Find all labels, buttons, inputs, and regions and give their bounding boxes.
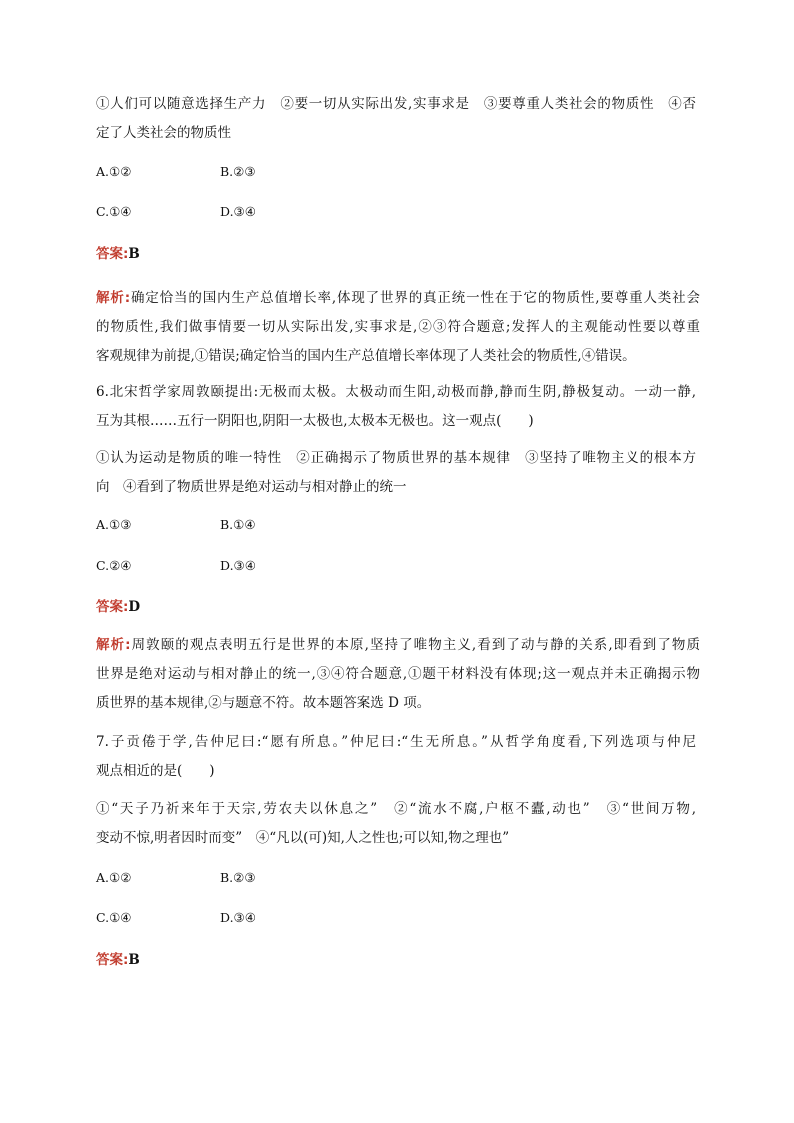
q7-stem-line: 7.子贡倦于学,告仲尼曰:“愿有所息。”仲尼曰:“生无所息。”从哲学角度看,下列选项与仲尼 [96,734,696,750]
q7-options-row-1 [96,868,696,888]
q6-statements [96,444,696,502]
q7-option-d: D.③④ [220,910,256,925]
q6-option-c: C.②④ [96,558,132,573]
q5-options-row-2 [96,202,696,222]
q6-option-b: B.①④ [220,517,256,532]
q6-stem-line: 互为其根……五行一阴阳也,阴阳一太极也,太极本无极也。这一观点( ) [96,413,534,429]
q6-statement-line: 向 ④看到了物质世界是绝对运动与相对静止的统一 [96,479,407,495]
q5-option-a: A.①② [96,164,132,179]
q5-statements [96,90,696,148]
answer-value: D [128,599,141,615]
q5-option-c: C.①④ [96,204,132,219]
q7-options-row-2 [96,908,696,928]
q7-stem-line: 观点相近的是( ) [96,763,215,779]
q6-options-row-1 [96,515,696,535]
answer-label: 答案: [96,246,129,262]
q6-answer [96,597,140,617]
q6-statement-line: ①认为运动是物质的唯一特性 ②正确揭示了物质世界的基本规律 ③坚持了唯物主义的根本方 [96,450,696,466]
analysis-line: 世界是绝对运动与相对静止的统一,③④符合题意,①题干材料没有体现;这一观点并未正确揭示物 [96,666,700,682]
analysis-text: 周敦颐的观点表明五行是世界的本原,坚持了唯物主义,看到了动与静的关系,即看到了物质 [130,637,700,653]
q5-option-d: D.③④ [220,204,256,219]
q6-option-a: A.①③ [96,517,132,532]
q6-stem-line: 6.北宋哲学家周敦颐提出:无极而太极。太极动而生阳,动极而静,静而生阴,静极复动。一动一静, [96,384,696,400]
q7-answer [96,950,140,970]
q6-options-row-2 [96,556,696,576]
q6-analysis [96,631,700,718]
answer-value: B [128,246,140,262]
q7-stem [96,728,696,786]
q6-option-d: D.③④ [220,558,256,573]
q7-option-c: C.①④ [96,910,132,925]
analysis-label: 解析: [96,637,131,653]
q7-option-a: A.①② [96,870,132,885]
analysis-line: 质世界的基本规律,②与题意不符。故本题答案选 D 项。 [96,695,431,711]
q7-option-b: B.②③ [220,870,256,885]
analysis-line: 客观规律为前提,①错误;确定恰当的国内生产总值增长率体现了人类社会的物质性,④错误。 [96,348,636,364]
analysis-line: 的物质性,我们做事情要一切从实际出发,实事求是,②③符合题意;发挥人的主观能动性要以尊重 [96,319,700,335]
q7-statements [96,795,696,853]
q7-statement-line: 变动不惊,明者因时而变” ④“凡以(可)知,人之性也;可以知,物之理也” [96,830,510,846]
analysis-text: 确定恰当的国内生产总值增长率,体现了世界的真正统一性在于它的物质性,要尊重人类社会 [130,290,700,306]
q5-analysis [96,284,700,371]
q5-option-b: B.②③ [220,164,256,179]
answer-label: 答案: [96,599,129,615]
answer-value: B [128,952,140,968]
q7-statement-line: ①“天子乃祈来年于天宗,劳农夫以休息之” ②“流水不腐,户枢不蠹,动也” ③“世间万物, [96,801,696,817]
q5-options-row-1 [96,162,696,182]
q6-stem [96,378,696,436]
answer-label: 答案: [96,952,129,968]
q5-statement-line: ①人们可以随意选择生产力 ②要一切从实际出发,实事求是 ③要尊重人类社会的物质性 ④否 [96,96,696,112]
q5-answer [96,244,140,264]
analysis-label: 解析: [96,290,131,306]
analysis-line [96,631,700,660]
q5-statement-line: 定了人类社会的物质性 [96,125,231,141]
analysis-line [96,284,700,313]
